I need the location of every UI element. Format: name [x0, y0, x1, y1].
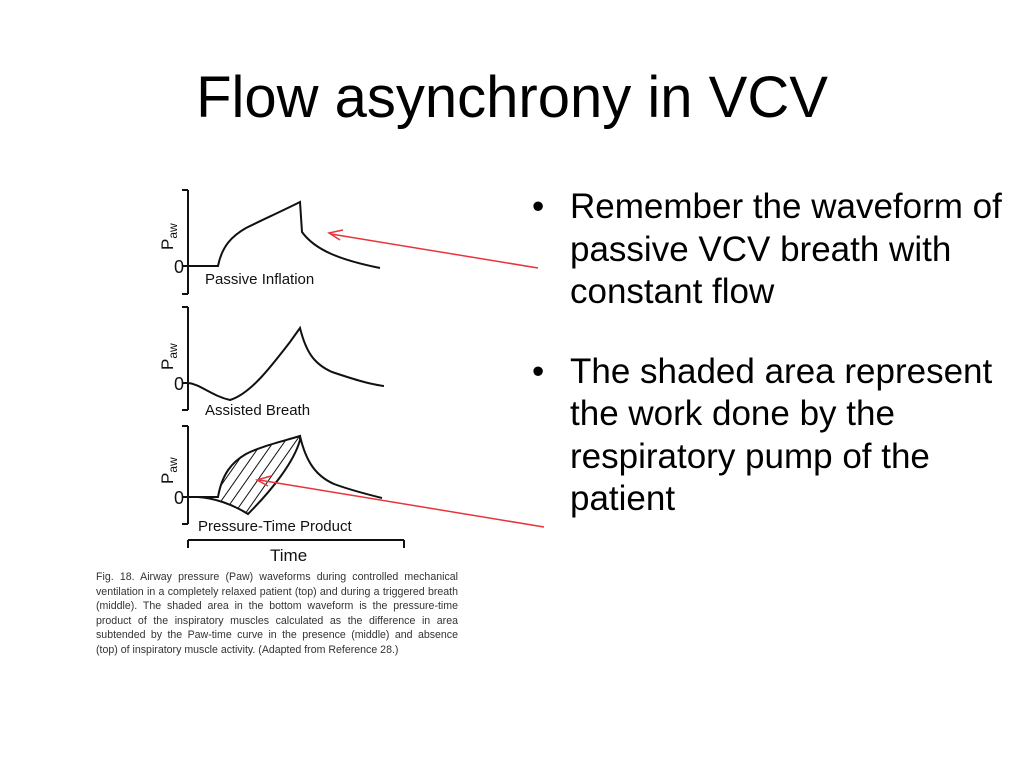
bullet-dot-icon: •	[532, 187, 545, 226]
time-axis-label: Time	[270, 546, 308, 565]
panel-pressure-time-product	[158, 426, 382, 535]
slide-title: Flow asynchrony in VCV	[196, 65, 828, 130]
arrow-1-line	[331, 234, 538, 268]
bullet-item	[532, 351, 1002, 521]
panel-1-waveform	[188, 202, 380, 268]
bullet-text: The shaded area represent the work done by the respiratory pump of the patient	[570, 351, 993, 518]
panel-1-y-label: $P_{aw}$	[158, 223, 180, 250]
panel-passive-inflation	[158, 190, 380, 294]
pressure-time-product-shaded-area	[198, 436, 300, 514]
panel-2-zero-label: 0	[174, 374, 185, 394]
pointer-arrow-passive	[329, 230, 538, 268]
panel-1-zero-label: 0	[174, 257, 185, 277]
panel-assisted-breath	[158, 307, 384, 419]
figure-caption: Fig. 18. Airway pressure (Paw) waveforms during controlled mechanical ventilation in a completely relaxed patient (top) and during a triggered breath (middle). The shaded area in the bottom waveform is the pressure-time product of the inspiratory muscles calculated as the difference in area subtended by the Paw-time curve in the presence (middle) and absence (top) of inspiratory muscle activity. (Adapted from Reference 28.)	[96, 571, 458, 656]
panel-1-label: Passive Inflation	[205, 271, 315, 288]
panel-3-label: Pressure-Time Product	[198, 518, 352, 535]
bullet-dot-icon: •	[532, 351, 545, 391]
panel-2-label: Assisted Breath	[205, 402, 311, 419]
panel-3-y-label: $P_{aw}$	[158, 457, 180, 484]
bullet-list	[532, 186, 1002, 521]
panel-3-zero-label: 0	[174, 488, 185, 508]
bullet-item	[532, 186, 1002, 314]
panel-2-waveform	[188, 328, 384, 400]
panel-2-y-label: $P_{aw}$	[158, 343, 180, 370]
time-axis	[188, 540, 404, 565]
bullet-text: Remember the waveform of passive VCV breath with constant flow	[570, 187, 1002, 311]
